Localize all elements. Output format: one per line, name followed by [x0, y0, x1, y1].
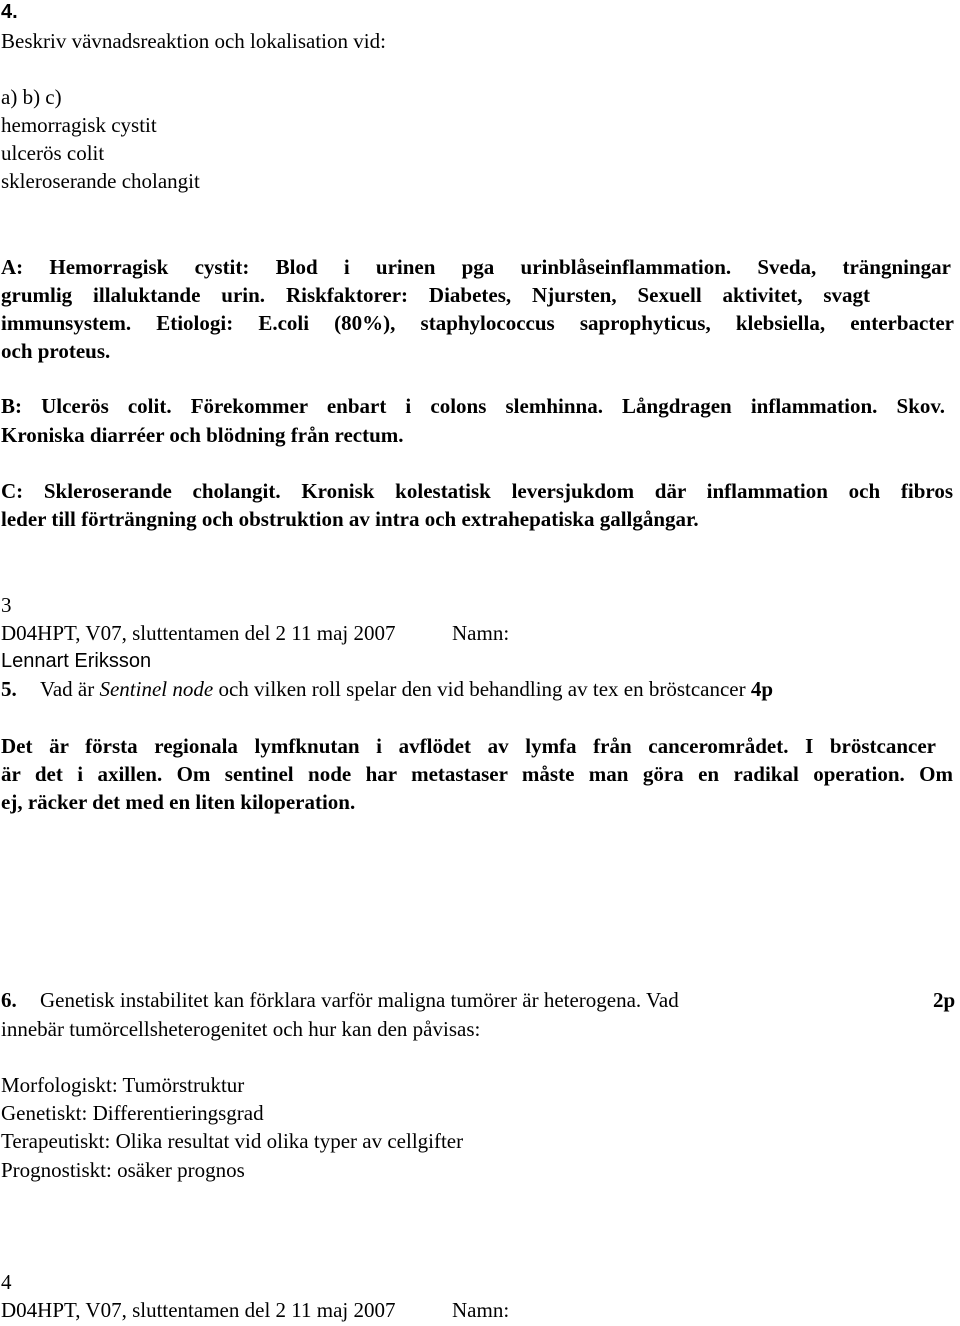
question-4-number: 4.: [1, 1, 18, 23]
question-4-option-a: hemorragisk cystit: [1, 113, 157, 137]
answer-a-line-3: immunsystem. Etiologi: E.coli (80%), staphylococcus saprophyticus, klebsiella, enterbacter: [1, 311, 954, 335]
page-header-2: [1, 1300, 509, 1321]
page-header-1-name-label: Namn:: [452, 621, 510, 645]
answer-6-morfologiskt: Morfologiskt: Tumörstruktur: [1, 1073, 245, 1097]
question-6-prompt-text-1: Genetisk instabilitet kan förklara varför maligna tumörer är heterogena. Vad: [40, 988, 679, 1012]
answer-5-line-2: är det i axillen. Om sentinel node har metastaser måste man göra en radikal operation. Om: [1, 762, 953, 786]
question-5-prompt-after: och vilken roll spelar den vid behandling av tex en bröstcancer: [213, 677, 751, 701]
answer-b-line-1: B: Ulcerös colit. Förekommer enbart i colons slemhinna. Långdragen inflammation. Skov.: [1, 394, 945, 418]
question-5-number: 5.: [1, 677, 17, 701]
question-5-prompt-italic: Sentinel node: [99, 677, 214, 701]
answer-a-line-1: A: Hemorragisk cystit: Blod i urinen pga urinblåseinflammation. Sveda, trängningar: [1, 255, 951, 279]
student-name: Lennart Eriksson: [1, 650, 152, 672]
answer-a-line-4: och proteus.: [1, 339, 111, 363]
question-6-prompt-line-1: [1, 990, 679, 1011]
question-4-options-line: a) b) c): [1, 85, 62, 109]
question-6-points: 2p: [933, 988, 956, 1012]
question-4-option-c: skleroserande cholangit: [1, 169, 200, 193]
question-5-points: 4p: [750, 677, 774, 701]
page-header-1-text: D04HPT, V07, sluttentamen del 2 11 maj 2007: [1, 621, 396, 645]
page-header-2-text: D04HPT, V07, sluttentamen del 2 11 maj 2007: [1, 1298, 396, 1322]
page-number-4: 4: [1, 1270, 12, 1294]
question-6-prompt-line-2: innebär tumörcellsheterogenitet och hur kan den påvisas:: [1, 1017, 481, 1041]
question-5-prompt-before: Vad är: [40, 677, 100, 701]
answer-b-line-2: Kroniska diarréer och blödning från rectum.: [1, 423, 404, 447]
page-number-3: 3: [1, 593, 12, 617]
question-4-prompt: Beskriv vävnadsreaktion och lokalisation vid:: [1, 29, 386, 53]
answer-5-line-1: Det är första regionala lymfknutan i avflödet av lymfa från cancerområdet. I bröstcancer: [1, 734, 936, 758]
answer-c-line-2: leder till förträngning och obstruktion av intra och extrahepatiska gallgångar.: [1, 507, 699, 531]
answer-a-line-2: grumlig illaluktande urin. Riskfaktorer: Diabetes, Njursten, Sexuell aktivitet, svagt: [1, 283, 870, 307]
question-5-prompt: [1, 679, 773, 700]
answer-6-prognostiskt: Prognostiskt: osäker prognos: [1, 1158, 245, 1182]
answer-6-terapeutiskt: Terapeutiskt: Olika resultat vid olika typer av cellgifter: [1, 1129, 464, 1153]
answer-5-line-3: ej, räcker det med en liten kiloperation.: [1, 790, 356, 814]
answer-c-line-1: C: Skleroserande cholangit. Kronisk kolestatisk leversjukdom där inflammation och fibros: [1, 479, 953, 503]
answer-6-genetiskt: Genetiskt: Differentieringsgrad: [1, 1101, 264, 1125]
question-4-option-b: ulcerös colit: [1, 141, 105, 165]
question-6-number: 6.: [1, 988, 17, 1012]
page-header-2-name-label: Namn:: [452, 1298, 510, 1322]
page-header-1: [1, 623, 509, 644]
